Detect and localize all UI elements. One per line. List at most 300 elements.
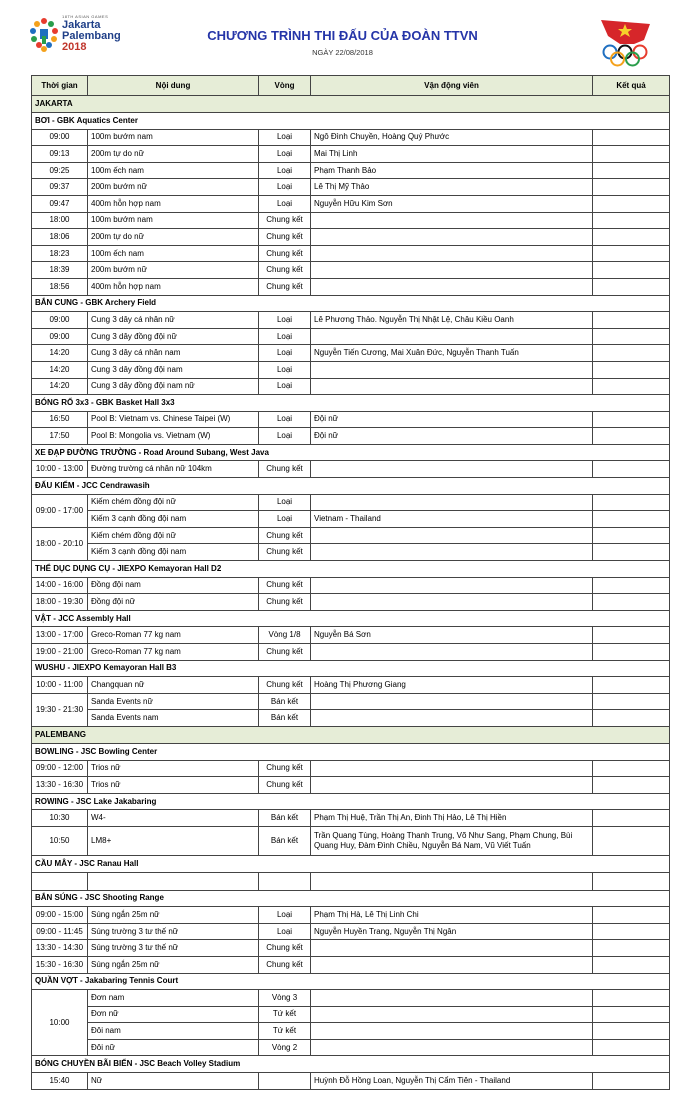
- athletes-cell: [311, 361, 593, 378]
- athletes-cell: Hoàng Thị Phương Giang: [311, 677, 593, 694]
- result-cell: [593, 940, 670, 957]
- time-cell: 09:00 - 15:00: [32, 907, 88, 924]
- event-cell: Đồng đội nam: [88, 577, 259, 594]
- round-cell: Chung kết: [259, 527, 311, 544]
- empty-cell: [32, 872, 88, 890]
- venue-row: [32, 973, 670, 990]
- event-cell: Kiếm 3 cạnh đồng đội nam: [88, 511, 259, 528]
- event-cell: Đồng đội nữ: [88, 594, 259, 611]
- time-cell: 09:37: [32, 179, 88, 196]
- event-row: [32, 644, 670, 661]
- result-cell: [593, 245, 670, 262]
- result-cell: [593, 956, 670, 973]
- result-cell: [593, 644, 670, 661]
- athletes-cell: [311, 1006, 593, 1023]
- empty-cell: [88, 872, 259, 890]
- event-cell: Đường trường cá nhân nữ 104km: [88, 461, 259, 478]
- result-cell: [593, 527, 670, 544]
- round-cell: Loại: [259, 195, 311, 212]
- round-cell: Chung kết: [259, 245, 311, 262]
- result-cell: [593, 229, 670, 246]
- venue-row: [32, 793, 670, 810]
- event-row: [32, 907, 670, 924]
- athletes-cell: Nguyễn Huyền Trang, Nguyễn Thị Ngân: [311, 923, 593, 940]
- result-cell: [593, 1006, 670, 1023]
- round-cell: Bán kết: [259, 693, 311, 710]
- round-cell: [259, 1073, 311, 1090]
- time-cell: 10:00: [32, 990, 88, 1056]
- schedule-table: [31, 75, 670, 1090]
- page-header: [0, 0, 685, 74]
- result-cell: [593, 710, 670, 727]
- venue-label: XE ĐẠP ĐƯỜNG TRƯỜNG - Road Around Subang, West Java: [32, 444, 670, 461]
- event-cell: LM8+: [88, 826, 259, 855]
- athletes-cell: Lê Phương Thảo. Nguyễn Thị Nhật Lệ, Châu Kiều Oanh: [311, 312, 593, 329]
- result-cell: [593, 195, 670, 212]
- athletes-cell: [311, 378, 593, 395]
- athletes-cell: Phạm Thị Hà, Lê Thị Linh Chi: [311, 907, 593, 924]
- event-cell: Súng trường 3 tư thế nữ: [88, 940, 259, 957]
- event-cell: 200m tự do nữ: [88, 146, 259, 163]
- event-row: [32, 693, 670, 710]
- result-cell: [593, 378, 670, 395]
- event-cell: Cung 3 dây cá nhân nam: [88, 345, 259, 362]
- athletes-cell: [311, 990, 593, 1007]
- result-cell: [593, 312, 670, 329]
- event-row: [32, 940, 670, 957]
- round-cell: Chung kết: [259, 594, 311, 611]
- round-cell: Tứ kết: [259, 1023, 311, 1040]
- time-cell: 09:00: [32, 312, 88, 329]
- time-cell: 14:00 - 16:00: [32, 577, 88, 594]
- empty-cell: [311, 872, 593, 890]
- result-cell: [593, 826, 670, 855]
- venue-label: QUẦN VỢT - Jakabaring Tennis Court: [32, 973, 670, 990]
- athletes-cell: Huỳnh Đỗ Hồng Loan, Nguyễn Thị Cẩm Tiên - Thailand: [311, 1073, 593, 1090]
- round-cell: Loại: [259, 378, 311, 395]
- result-cell: [593, 923, 670, 940]
- event-cell: Cung 3 dây đồng đội nam: [88, 361, 259, 378]
- region-row: [32, 726, 670, 743]
- round-cell: Tứ kết: [259, 1006, 311, 1023]
- result-cell: [593, 907, 670, 924]
- empty-cell: [259, 872, 311, 890]
- event-cell: Súng ngắn 25m nữ: [88, 907, 259, 924]
- round-cell: Loại: [259, 494, 311, 511]
- venue-label: ROWING - JSC Lake Jakabaring: [32, 793, 670, 810]
- event-cell: Greco-Roman 77 kg nam: [88, 627, 259, 644]
- venue-row: [32, 890, 670, 907]
- result-cell: [593, 162, 670, 179]
- event-cell: Kiếm chém đồng đội nữ: [88, 527, 259, 544]
- time-cell: 09:00 - 17:00: [32, 494, 88, 527]
- event-row: [32, 162, 670, 179]
- venue-row: [32, 1056, 670, 1073]
- result-cell: [593, 262, 670, 279]
- round-cell: Chung kết: [259, 212, 311, 229]
- result-cell: [593, 1073, 670, 1090]
- athletes-cell: [311, 229, 593, 246]
- event-row: [32, 195, 670, 212]
- athletes-cell: [311, 212, 593, 229]
- round-cell: Loại: [259, 162, 311, 179]
- round-cell: Loại: [259, 411, 311, 428]
- event-row: [32, 212, 670, 229]
- athletes-cell: [311, 594, 593, 611]
- athletes-cell: Phạm Thanh Bảo: [311, 162, 593, 179]
- event-row: [32, 1039, 670, 1056]
- result-cell: [593, 577, 670, 594]
- event-row: [32, 990, 670, 1007]
- round-cell: Chung kết: [259, 544, 311, 561]
- event-cell: Sanda Events nữ: [88, 693, 259, 710]
- venue-row: [32, 395, 670, 412]
- event-cell: Cung 3 dây đồng đội nữ: [88, 328, 259, 345]
- round-cell: Chung kết: [259, 760, 311, 777]
- result-cell: [593, 1039, 670, 1056]
- event-cell: 400m hỗn hợp nam: [88, 195, 259, 212]
- time-cell: 09:00: [32, 328, 88, 345]
- round-cell: Chung kết: [259, 644, 311, 661]
- round-cell: Loại: [259, 312, 311, 329]
- event-row: [32, 262, 670, 279]
- result-cell: [593, 1023, 670, 1040]
- venue-label: VẬT - JCC Assembly Hall: [32, 610, 670, 627]
- athletes-cell: Nguyễn Tiến Cương, Mai Xuân Đức, Nguyễn Thanh Tuấn: [311, 345, 593, 362]
- column-header-round: Vòng: [259, 76, 311, 96]
- time-cell: 16:50: [32, 411, 88, 428]
- event-row: [32, 923, 670, 940]
- athletes-cell: Ngô Đình Chuyền, Hoàng Quý Phước: [311, 129, 593, 146]
- event-row: [32, 278, 670, 295]
- event-cell: 200m bướm nữ: [88, 179, 259, 196]
- athletes-cell: [311, 1039, 593, 1056]
- athletes-cell: [311, 693, 593, 710]
- event-row: [32, 826, 670, 855]
- round-cell: Bán kết: [259, 826, 311, 855]
- athletes-cell: Vietnam - Thailand: [311, 511, 593, 528]
- round-cell: Loại: [259, 328, 311, 345]
- round-cell: Chung kết: [259, 956, 311, 973]
- schedule-body: [32, 96, 670, 1090]
- round-cell: Chung kết: [259, 278, 311, 295]
- time-cell: 18:39: [32, 262, 88, 279]
- column-header-event: Nội dung: [88, 76, 259, 96]
- logo-text-jakarta: Jakarta: [62, 19, 101, 31]
- event-row: [32, 511, 670, 528]
- event-cell: 100m ếch nam: [88, 162, 259, 179]
- venue-row: [32, 444, 670, 461]
- column-header-result: Kết quả: [593, 76, 670, 96]
- round-cell: Bán kết: [259, 810, 311, 827]
- athletes-cell: [311, 760, 593, 777]
- result-cell: [593, 990, 670, 1007]
- time-cell: 18:23: [32, 245, 88, 262]
- athletes-cell: [311, 527, 593, 544]
- event-row: [32, 577, 670, 594]
- result-cell: [593, 361, 670, 378]
- athletes-cell: [311, 245, 593, 262]
- result-cell: [593, 328, 670, 345]
- event-row: [32, 956, 670, 973]
- result-cell: [593, 693, 670, 710]
- time-cell: 13:00 - 17:00: [32, 627, 88, 644]
- time-cell: 13:30 - 16:30: [32, 777, 88, 794]
- result-cell: [593, 278, 670, 295]
- event-cell: 100m bướm nam: [88, 129, 259, 146]
- time-cell: 18:06: [32, 229, 88, 246]
- round-cell: Loại: [259, 361, 311, 378]
- round-cell: Loại: [259, 923, 311, 940]
- event-cell: Đơn nữ: [88, 1006, 259, 1023]
- table-header-row: [32, 76, 670, 96]
- time-cell: 10:00 - 13:00: [32, 461, 88, 478]
- athletes-cell: Lê Thị Mỹ Thảo: [311, 179, 593, 196]
- round-cell: Chung kết: [259, 677, 311, 694]
- event-cell: Pool B: Vietnam vs. Chinese Taipei (W): [88, 411, 259, 428]
- round-cell: Loại: [259, 179, 311, 196]
- round-cell: Chung kết: [259, 940, 311, 957]
- time-cell: 14:20: [32, 361, 88, 378]
- event-row: [32, 461, 670, 478]
- result-cell: [593, 179, 670, 196]
- event-row: [32, 1023, 670, 1040]
- event-cell: Kiếm 3 cạnh đồng đội nam: [88, 544, 259, 561]
- venue-row: [32, 295, 670, 312]
- athletes-cell: [311, 278, 593, 295]
- time-cell: 09:47: [32, 195, 88, 212]
- empty-cell: [593, 872, 670, 890]
- event-row: [32, 129, 670, 146]
- round-cell: Vòng 2: [259, 1039, 311, 1056]
- event-row: [32, 312, 670, 329]
- result-cell: [593, 810, 670, 827]
- venue-label: WUSHU - JIEXPO Kemayoran Hall B3: [32, 660, 670, 677]
- time-cell: 14:20: [32, 378, 88, 395]
- round-cell: Loại: [259, 146, 311, 163]
- round-cell: Loại: [259, 129, 311, 146]
- athletes-cell: [311, 494, 593, 511]
- time-cell: 18:00 - 19:30: [32, 594, 88, 611]
- venue-label: BẮN CUNG - GBK Archery Field: [32, 295, 670, 312]
- event-row: [32, 494, 670, 511]
- event-row: [32, 810, 670, 827]
- event-row: [32, 1006, 670, 1023]
- event-row: [32, 677, 670, 694]
- venue-row: [32, 478, 670, 495]
- event-cell: 400m hỗn hợp nam: [88, 278, 259, 295]
- round-cell: Loại: [259, 345, 311, 362]
- venue-row: [32, 743, 670, 760]
- result-cell: [593, 212, 670, 229]
- round-cell: Bán kết: [259, 710, 311, 727]
- time-cell: 18:00 - 20:10: [32, 527, 88, 560]
- round-cell: Chung kết: [259, 777, 311, 794]
- venue-row: [32, 561, 670, 578]
- round-cell: Chung kết: [259, 577, 311, 594]
- column-header-athletes: Vận động viên: [311, 76, 593, 96]
- result-cell: [593, 627, 670, 644]
- time-cell: 19:00 - 21:00: [32, 644, 88, 661]
- round-cell: Vòng 3: [259, 990, 311, 1007]
- event-row: [32, 245, 670, 262]
- venue-label: BÓNG RỔ 3x3 - GBK Basket Hall 3x3: [32, 395, 670, 412]
- event-cell: Súng ngắn 25m nữ: [88, 956, 259, 973]
- event-row: [32, 345, 670, 362]
- athletes-cell: [311, 262, 593, 279]
- time-cell: 15:40: [32, 1073, 88, 1090]
- time-cell: 10:00 - 11:00: [32, 677, 88, 694]
- result-cell: [593, 760, 670, 777]
- result-cell: [593, 594, 670, 611]
- empty-row: [32, 872, 670, 890]
- venue-label: BƠI - GBK Aquatics Center: [32, 113, 670, 130]
- athletes-cell: Đội nữ: [311, 411, 593, 428]
- event-row: [32, 146, 670, 163]
- athletes-cell: [311, 1023, 593, 1040]
- event-cell: Cung 3 dây cá nhân nữ: [88, 312, 259, 329]
- round-cell: Chung kết: [259, 461, 311, 478]
- event-row: [32, 229, 670, 246]
- time-cell: 10:30: [32, 810, 88, 827]
- athletes-cell: Phạm Thị Huệ, Trần Thị An, Đinh Thị Hảo, Lê Thị Hiền: [311, 810, 593, 827]
- athletes-cell: [311, 328, 593, 345]
- event-row: [32, 411, 670, 428]
- event-row: [32, 1073, 670, 1090]
- athletes-cell: [311, 461, 593, 478]
- logo-text-year: 2018: [62, 41, 87, 53]
- venue-row: [32, 855, 670, 872]
- event-cell: Greco-Roman 77 kg nam: [88, 644, 259, 661]
- event-row: [32, 378, 670, 395]
- result-cell: [593, 677, 670, 694]
- time-cell: 09:00: [32, 129, 88, 146]
- event-cell: Súng trường 3 tư thế nữ: [88, 923, 259, 940]
- athletes-cell: [311, 956, 593, 973]
- result-cell: [593, 411, 670, 428]
- logo-text-palembang: Palembang: [62, 30, 121, 42]
- athletes-cell: Trần Quang Tùng, Hoàng Thanh Trung, Võ Như Sang, Phạm Chung, Bùi Quang Huy, Đàm Đình Chiều, Nguyễn Bá Nam, Vũ Viết Tuấn: [311, 826, 593, 855]
- athletes-cell: Nguyễn Hữu Kim Sơn: [311, 195, 593, 212]
- event-row: [32, 179, 670, 196]
- event-cell: Kiếm chém đồng đội nữ: [88, 494, 259, 511]
- time-cell: 09:25: [32, 162, 88, 179]
- venue-label: ĐẤU KIẾM - JCC Cendrawasih: [32, 478, 670, 495]
- event-cell: Trios nữ: [88, 760, 259, 777]
- event-cell: Nữ: [88, 1073, 259, 1090]
- time-cell: 17:50: [32, 428, 88, 445]
- athletes-cell: [311, 577, 593, 594]
- event-cell: Đôi nữ: [88, 1039, 259, 1056]
- event-row: [32, 544, 670, 561]
- event-cell: 200m bướm nữ: [88, 262, 259, 279]
- event-cell: Changquan nữ: [88, 677, 259, 694]
- event-row: [32, 594, 670, 611]
- result-cell: [593, 544, 670, 561]
- athletes-cell: Mai Thị Linh: [311, 146, 593, 163]
- result-cell: [593, 345, 670, 362]
- page-title: CHƯƠNG TRÌNH THI ĐẤU CỦA ĐOÀN TTVN: [207, 28, 478, 43]
- athletes-cell: [311, 644, 593, 661]
- event-cell: Pool B: Mongolia vs. Vietnam (W): [88, 428, 259, 445]
- venue-row: [32, 610, 670, 627]
- logo-small-text: 18TH ASIAN GAMES: [62, 14, 109, 19]
- event-cell: Cung 3 dây đồng đội nam nữ: [88, 378, 259, 395]
- venue-label: BOWLING - JSC Bowling Center: [32, 743, 670, 760]
- athletes-cell: [311, 940, 593, 957]
- event-cell: Đôi nam: [88, 1023, 259, 1040]
- venue-row: [32, 113, 670, 130]
- venue-row: [32, 660, 670, 677]
- event-cell: 100m bướm nam: [88, 212, 259, 229]
- result-cell: [593, 494, 670, 511]
- event-cell: Trios nữ: [88, 777, 259, 794]
- region-label: PALEMBANG: [32, 726, 670, 743]
- time-cell: 09:00 - 11:45: [32, 923, 88, 940]
- venue-label: BÓNG CHUYỀN BÃI BIỂN - JSC Beach Volley Stadium: [32, 1056, 670, 1073]
- vietnam-olympic-logo: [598, 18, 658, 70]
- result-cell: [593, 146, 670, 163]
- event-row: [32, 710, 670, 727]
- athletes-cell: Đội nữ: [311, 428, 593, 445]
- venue-label: BẮN SÚNG - JSC Shooting Range: [32, 890, 670, 907]
- time-cell: 18:00: [32, 212, 88, 229]
- event-row: [32, 627, 670, 644]
- venue-label: CẦU MÂY - JSC Ranau Hall: [32, 855, 670, 872]
- result-cell: [593, 777, 670, 794]
- time-cell: 15:30 - 16:30: [32, 956, 88, 973]
- page-date: NGÀY 22/08/2018: [312, 48, 373, 57]
- event-cell: 100m ếch nam: [88, 245, 259, 262]
- time-cell: 13:30 - 14:30: [32, 940, 88, 957]
- athletes-cell: [311, 710, 593, 727]
- round-cell: Loại: [259, 907, 311, 924]
- event-row: [32, 328, 670, 345]
- column-header-time: Thời gian: [32, 76, 88, 96]
- round-cell: Loại: [259, 511, 311, 528]
- region-label: JAKARTA: [32, 96, 670, 113]
- round-cell: Loại: [259, 428, 311, 445]
- athletes-cell: Nguyễn Bá Sơn: [311, 627, 593, 644]
- time-cell: 09:00 - 12:00: [32, 760, 88, 777]
- athletes-cell: [311, 777, 593, 794]
- event-row: [32, 760, 670, 777]
- venue-label: THỂ DỤC DỤNG CỤ - JIEXPO Kemayoran Hall D2: [32, 561, 670, 578]
- event-row: [32, 777, 670, 794]
- round-cell: Chung kết: [259, 262, 311, 279]
- region-row: [32, 96, 670, 113]
- athletes-cell: [311, 544, 593, 561]
- event-cell: W4-: [88, 810, 259, 827]
- round-cell: Chung kết: [259, 229, 311, 246]
- event-cell: Đơn nam: [88, 990, 259, 1007]
- event-row: [32, 527, 670, 544]
- result-cell: [593, 129, 670, 146]
- event-row: [32, 361, 670, 378]
- round-cell: Vòng 1/8: [259, 627, 311, 644]
- time-cell: 10:50: [32, 826, 88, 855]
- event-cell: Sanda Events nam: [88, 710, 259, 727]
- event-row: [32, 428, 670, 445]
- olympic-rings-flag-icon: [598, 18, 658, 70]
- event-cell: 200m tự do nữ: [88, 229, 259, 246]
- time-cell: 18:56: [32, 278, 88, 295]
- result-cell: [593, 461, 670, 478]
- time-cell: 09:13: [32, 146, 88, 163]
- time-cell: 19:30 - 21:30: [32, 693, 88, 726]
- result-cell: [593, 428, 670, 445]
- result-cell: [593, 511, 670, 528]
